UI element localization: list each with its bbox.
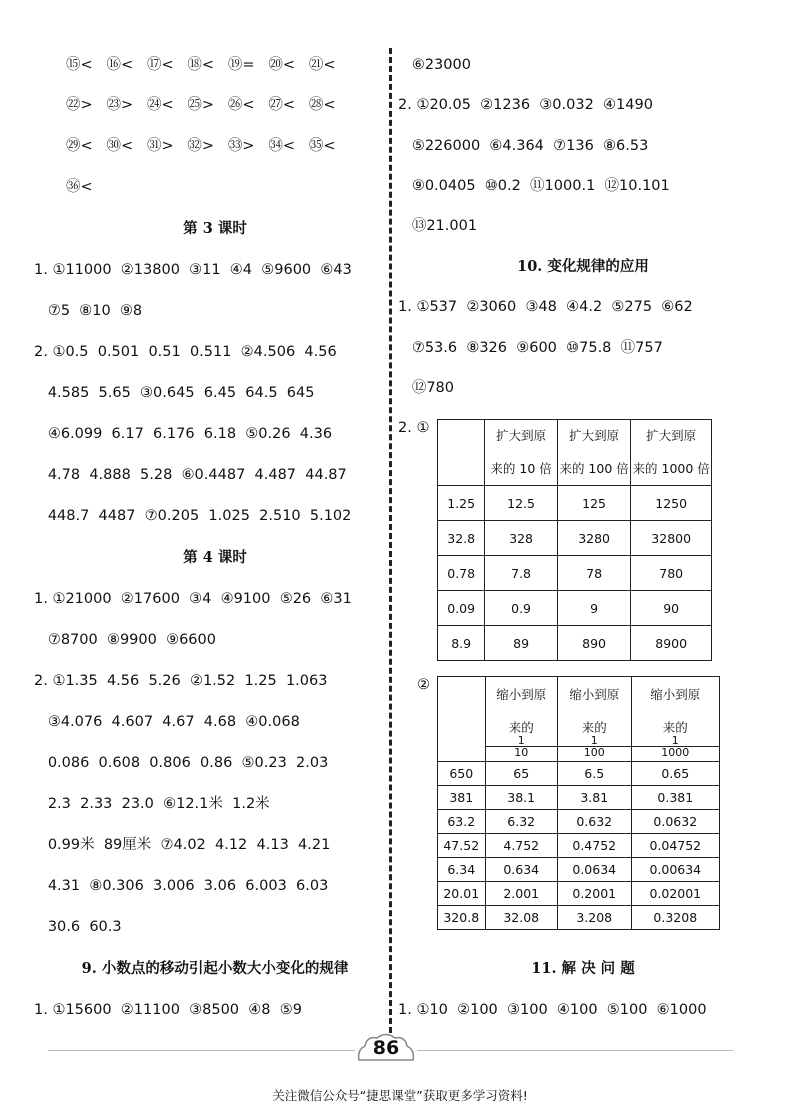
section9-line-1: 1. ①15600 ②11100 ③8500 ④8 ⑤9 (34, 1002, 302, 1018)
table-cell: 0.634 (485, 858, 557, 882)
table-cell: 6.5 (557, 762, 631, 786)
section10-line-2: ⑦53.6 ⑧326 ⑨600 ⑩75.8 ⑪757 (398, 340, 663, 356)
table-cell: 6.34 (438, 858, 486, 882)
table-row (438, 521, 712, 556)
table1-corner-cell (438, 420, 485, 486)
table-row (438, 591, 712, 626)
table-cell: 0.00634 (631, 858, 719, 882)
table-cell: 38.1 (485, 786, 557, 810)
table-cell: 6.32 (485, 810, 557, 834)
shrink-table (437, 676, 720, 930)
section10-title: 10. 变化规律的应用 (517, 258, 649, 275)
table-cell: 90 (631, 591, 712, 626)
lesson3-line-6: 4.78 4.888 5.28 ⑥0.4487 4.487 44.87 (34, 467, 347, 483)
table-cell: 125 (557, 486, 631, 521)
lesson3-line-3: 2. ①0.5 0.501 0.51 0.511 ②4.506 4.56 (34, 344, 337, 360)
lesson3-line-4: 4.585 5.65 ③0.645 6.45 64.5 645 (34, 385, 315, 401)
table-row (438, 626, 712, 661)
table2-header-1: 缩小到原 来的 1 10 (485, 677, 557, 762)
table-row (438, 762, 720, 786)
lesson4-line-6: 2.3 2.33 23.0 ⑥12.1米 1.2米 (34, 796, 270, 812)
table-cell: 78 (557, 556, 631, 591)
table-cell: 20.01 (438, 882, 486, 906)
right-top-line-5: ⑬21.001 (398, 218, 478, 234)
table2-corner-cell (438, 677, 486, 762)
compare-row-2: ㉒> ㉓> ㉔< ㉕> ㉖< ㉗< ㉘< (66, 97, 336, 113)
footer-rule-right (417, 1050, 733, 1051)
table-cell: 0.9 (485, 591, 557, 626)
table-cell: 65 (485, 762, 557, 786)
table1-marker: 2. ① (398, 420, 430, 436)
table2-marker: ② (417, 677, 430, 693)
table-cell: 0.02001 (631, 882, 719, 906)
table-cell: 0.632 (557, 810, 631, 834)
table-cell: 780 (631, 556, 712, 591)
compare-row-3: ㉙< ㉚< ㉛> ㉜> ㉝> ㉞< ㉟< (66, 138, 336, 154)
table-cell: 1.25 (438, 486, 485, 521)
table-row (438, 486, 712, 521)
table-cell: 320.8 (438, 906, 486, 930)
table-cell: 89 (485, 626, 557, 661)
lesson4-line-3: 2. ①1.35 4.56 5.26 ②1.52 1.25 1.063 (34, 673, 328, 689)
table-cell: 0.3208 (631, 906, 719, 930)
expand-table (437, 419, 712, 661)
table-row (438, 906, 720, 930)
section11-line-1: 1. ①10 ②100 ③100 ④100 ⑤100 ⑥1000 (398, 1002, 707, 1018)
compare-row-1: ⑮< ⑯< ⑰< ⑱< ⑲= ⑳< ㉑< (66, 57, 336, 73)
table-cell: 12.5 (485, 486, 557, 521)
table2-header-2: 缩小到原 来的 1 100 (557, 677, 631, 762)
table-cell: 381 (438, 786, 486, 810)
section11-title: 11. 解 决 问 题 (531, 960, 635, 977)
table-cell: 0.2001 (557, 882, 631, 906)
lesson4-line-5: 0.086 0.608 0.806 0.86 ⑤0.23 2.03 (34, 755, 329, 771)
lesson4-line-2: ⑦8700 ⑧9900 ⑨6600 (34, 632, 216, 648)
table-cell: 3.208 (557, 906, 631, 930)
table-cell: 0.381 (631, 786, 719, 810)
section9-title: 9. 小数点的移动引起小数大小变化的规律 (81, 960, 349, 977)
table-cell: 0.0632 (631, 810, 719, 834)
table-cell: 3280 (557, 521, 631, 556)
lesson4-title: 第 4 课时 (183, 549, 247, 566)
column-divider (389, 48, 392, 1033)
section10-line-1: 1. ①537 ②3060 ③48 ④4.2 ⑤275 ⑥62 (398, 299, 693, 315)
table-cell: 0.04752 (631, 834, 719, 858)
table-cell: 890 (557, 626, 631, 661)
table-cell: 8900 (631, 626, 712, 661)
lesson3-line-2: ⑦5 ⑧10 ⑨8 (34, 303, 143, 319)
lesson4-line-4: ③4.076 4.607 4.67 4.68 ④0.068 (34, 714, 300, 730)
table-row (438, 556, 712, 591)
table-row (438, 858, 720, 882)
compare-row-4: ㊱< (66, 179, 93, 195)
right-top-line-1: ⑥23000 (398, 57, 471, 73)
lesson3-title: 第 3 课时 (183, 220, 247, 237)
table-cell: 0.09 (438, 591, 485, 626)
lesson4-line-9: 30.6 60.3 (34, 919, 122, 935)
page-number: 86 (355, 1030, 417, 1066)
table-cell: 7.8 (485, 556, 557, 591)
table-cell: 8.9 (438, 626, 485, 661)
right-top-line-4: ⑨0.0405 ⑩0.2 ⑪1000.1 ⑫10.101 (398, 178, 670, 194)
table-cell: 47.52 (438, 834, 486, 858)
table-cell: 32.8 (438, 521, 485, 556)
table-cell: 4.752 (485, 834, 557, 858)
table1-header-3: 扩大到原 来的 1000 倍 (631, 420, 712, 486)
table-cell: 32800 (631, 521, 712, 556)
table-row (438, 834, 720, 858)
table-row (438, 810, 720, 834)
table-cell: 9 (557, 591, 631, 626)
table2-header-3: 缩小到原 来的 1 1000 (631, 677, 719, 762)
table-cell: 1250 (631, 486, 712, 521)
footer-rule-left (48, 1050, 355, 1051)
table-cell: 2.001 (485, 882, 557, 906)
right-top-line-3: ⑤226000 ⑥4.364 ⑦136 ⑧6.53 (398, 138, 649, 154)
lesson4-line-8: 4.31 ⑧0.306 3.006 3.06 6.003 6.03 (34, 878, 329, 894)
table-cell: 0.4752 (557, 834, 631, 858)
footer-note: 关注微信公众号“捷思课堂”获取更多学习资料! (272, 1088, 528, 1103)
right-top-line-2: 2. ①20.05 ②1236 ③0.032 ④1490 (398, 97, 653, 113)
table-cell: 328 (485, 521, 557, 556)
lesson4-line-7: 0.99米 89厘米 ⑦4.02 4.12 4.13 4.21 (34, 837, 331, 853)
table-cell: 3.81 (557, 786, 631, 810)
lesson3-line-5: ④6.099 6.17 6.176 6.18 ⑤0.26 4.36 (34, 426, 333, 442)
lesson3-line-1: 1. ①11000 ②13800 ③11 ④4 ⑤9600 ⑥43 (34, 262, 352, 278)
table-row (438, 786, 720, 810)
table-cell: 0.65 (631, 762, 719, 786)
table1-header-2: 扩大到原 来的 100 倍 (557, 420, 631, 486)
lesson4-line-1: 1. ①21000 ②17600 ③4 ④9100 ⑤26 ⑥31 (34, 591, 352, 607)
lesson3-line-7: 448.7 4487 ⑦0.205 1.025 2.510 5.102 (34, 508, 352, 524)
table-cell: 650 (438, 762, 486, 786)
table1-header-1: 扩大到原 来的 10 倍 (485, 420, 557, 486)
table-row (438, 882, 720, 906)
table-cell: 32.08 (485, 906, 557, 930)
table-cell: 0.0634 (557, 858, 631, 882)
table-cell: 63.2 (438, 810, 486, 834)
table-cell: 0.78 (438, 556, 485, 591)
section10-line-3: ⑫780 (398, 380, 455, 396)
